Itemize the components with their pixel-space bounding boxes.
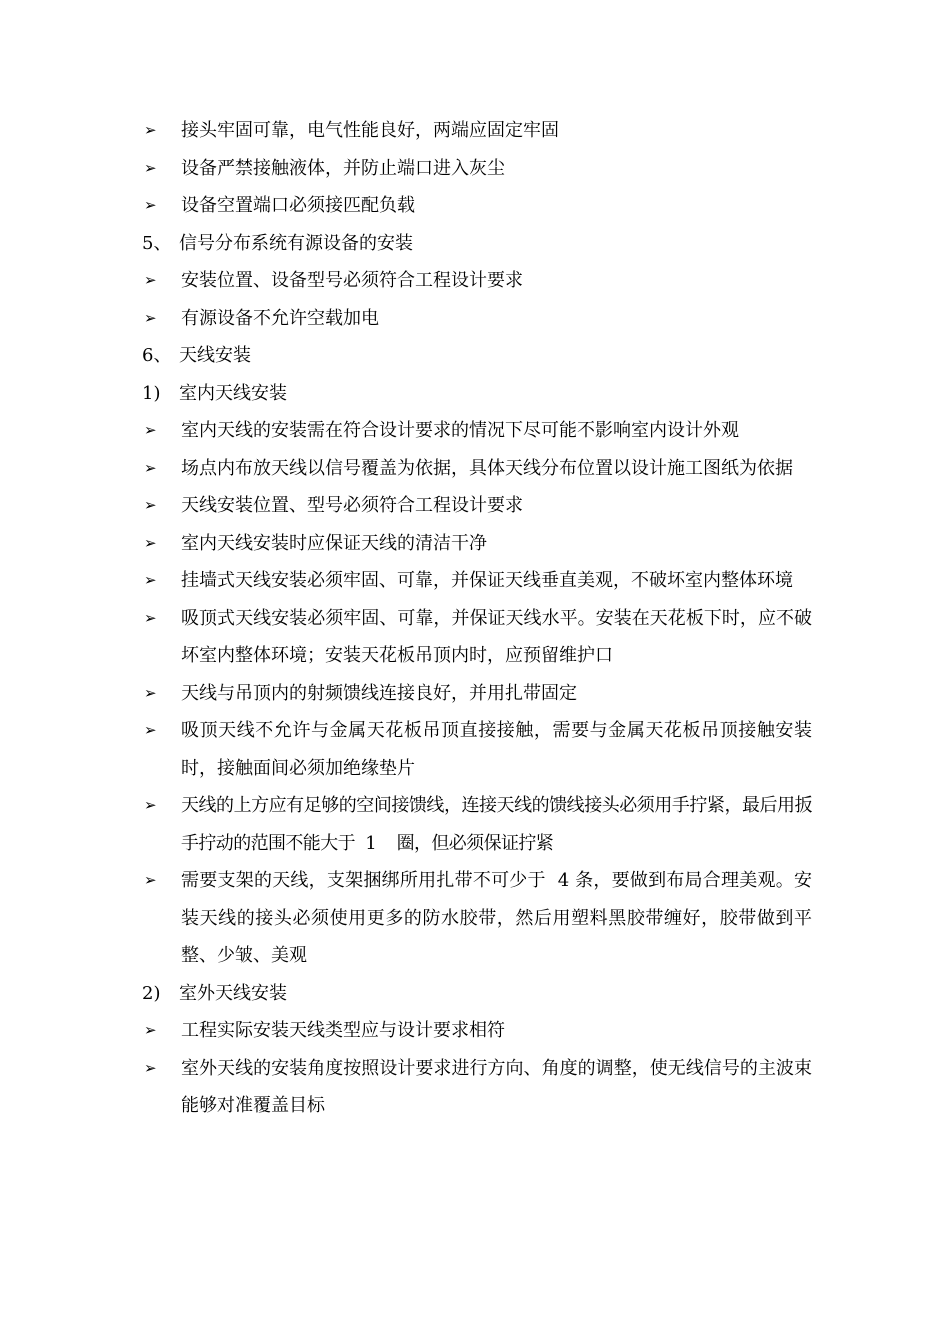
item-number: 5、 [142, 232, 172, 254]
item-text: 有源设备不允许空载加电 [181, 307, 379, 329]
item-text: 需要支架的天线，支架捆绑所用扎带不可少于 4 条，要做到布局合理美观。安装天线的接头必须使用更多的防水胶带，然后用塑料黑胶带缠好，胶带做到平整、少皱、美观 [181, 870, 812, 966]
bullet-item [142, 862, 812, 975]
bullet-arrow-icon: ➢ [144, 683, 157, 702]
bullet-arrow-icon: ➢ [144, 1021, 157, 1039]
numbered-heading [142, 975, 812, 1013]
item-text: 场点内布放天线以信号覆盖为依据，具体天线分布位置以设计施工图纸为依据 [181, 457, 793, 479]
bullet-arrow-icon: ➢ [144, 421, 157, 439]
item-text: 挂墙式天线安装必须牢固、可靠，并保证天线垂直美观，不破坏室内整体环境 [181, 570, 793, 591]
item-text: 室内天线安装时应保证天线的清洁干净 [181, 532, 487, 554]
bullet-item [142, 1050, 812, 1125]
bullet-item [142, 450, 812, 488]
item-text: 天线安装位置、型号必须符合工程设计要求 [181, 495, 523, 516]
bullet-arrow-icon: ➢ [144, 308, 157, 327]
item-number: 6、 [142, 345, 172, 366]
bullet-item [142, 262, 812, 300]
item-text: 天线的上方应有足够的空间接馈线，连接天线的馈线接头必须用手拧紧，最后用扳手拧动的范围不能大于 1 圈，但必须保证拧紧 [181, 795, 812, 854]
bullet-arrow-icon: ➢ [144, 533, 157, 552]
bullet-arrow-icon: ➢ [144, 196, 157, 214]
item-text: 信号分布系统有源设备的安装 [179, 232, 413, 254]
item-text: 室外天线的安装角度按照设计要求进行方向、角度的调整，使无线信号的主波束能够对准覆盖目标 [181, 1057, 812, 1116]
item-text: 工程实际安装天线类型应与设计要求相符 [181, 1020, 505, 1041]
item-text: 吸顶天线不允许与金属天花板吊顶直接接触，需要与金属天花板吊顶接触安装时，接触面间必须加绝缘垫片 [181, 720, 812, 779]
bullet-arrow-icon: ➢ [144, 271, 157, 289]
bullet-item [142, 300, 812, 338]
bullet-item [142, 487, 812, 525]
bullet-arrow-icon: ➢ [144, 158, 157, 177]
bullet-item [142, 712, 812, 787]
item-text: 天线安装 [179, 345, 251, 366]
item-text: 设备严禁接触液体，并防止端口进入灰尘 [181, 157, 505, 179]
bullet-item [142, 1012, 812, 1050]
item-text: 设备空置端口必须接匹配负载 [181, 195, 415, 216]
bullet-arrow-icon: ➢ [144, 571, 157, 589]
item-text: 接头牢固可靠，电气性能良好，两端应固定牢固 [181, 120, 559, 141]
numbered-heading [142, 337, 812, 375]
item-number: 2) [142, 982, 161, 1004]
item-text: 吸顶式天线安装必须牢固、可靠，并保证天线水平。安装在天花板下时，应不破坏室内整体环境；安装天花板吊顶内时，应预留维护口 [181, 607, 812, 666]
numbered-heading [142, 225, 812, 263]
item-number: 1) [142, 382, 161, 404]
bullet-arrow-icon: ➢ [144, 121, 157, 139]
bullet-item [142, 150, 812, 188]
bullet-arrow-icon: ➢ [144, 608, 157, 627]
bullet-item [142, 600, 812, 675]
item-text: 天线与吊顶内的射频馈线连接良好，并用扎带固定 [181, 682, 577, 704]
bullet-item [142, 675, 812, 713]
bullet-item [142, 525, 812, 563]
bullet-arrow-icon: ➢ [144, 1058, 157, 1077]
bullet-arrow-icon: ➢ [144, 871, 157, 889]
item-text: 室内天线的安装需在符合设计要求的情况下尽可能不影响室内设计外观 [181, 420, 739, 441]
bullet-arrow-icon: ➢ [144, 458, 157, 477]
bullet-arrow-icon: ➢ [144, 796, 157, 814]
document-body [142, 112, 812, 1125]
bullet-item [142, 187, 812, 225]
numbered-heading [142, 375, 812, 413]
bullet-item [142, 562, 812, 600]
bullet-item [142, 112, 812, 150]
item-text: 安装位置、设备型号必须符合工程设计要求 [181, 270, 523, 291]
item-text: 室外天线安装 [179, 982, 287, 1004]
bullet-item [142, 787, 812, 862]
item-text: 室内天线安装 [179, 382, 287, 404]
bullet-arrow-icon: ➢ [144, 721, 157, 739]
bullet-item [142, 412, 812, 450]
bullet-arrow-icon: ➢ [144, 496, 157, 514]
